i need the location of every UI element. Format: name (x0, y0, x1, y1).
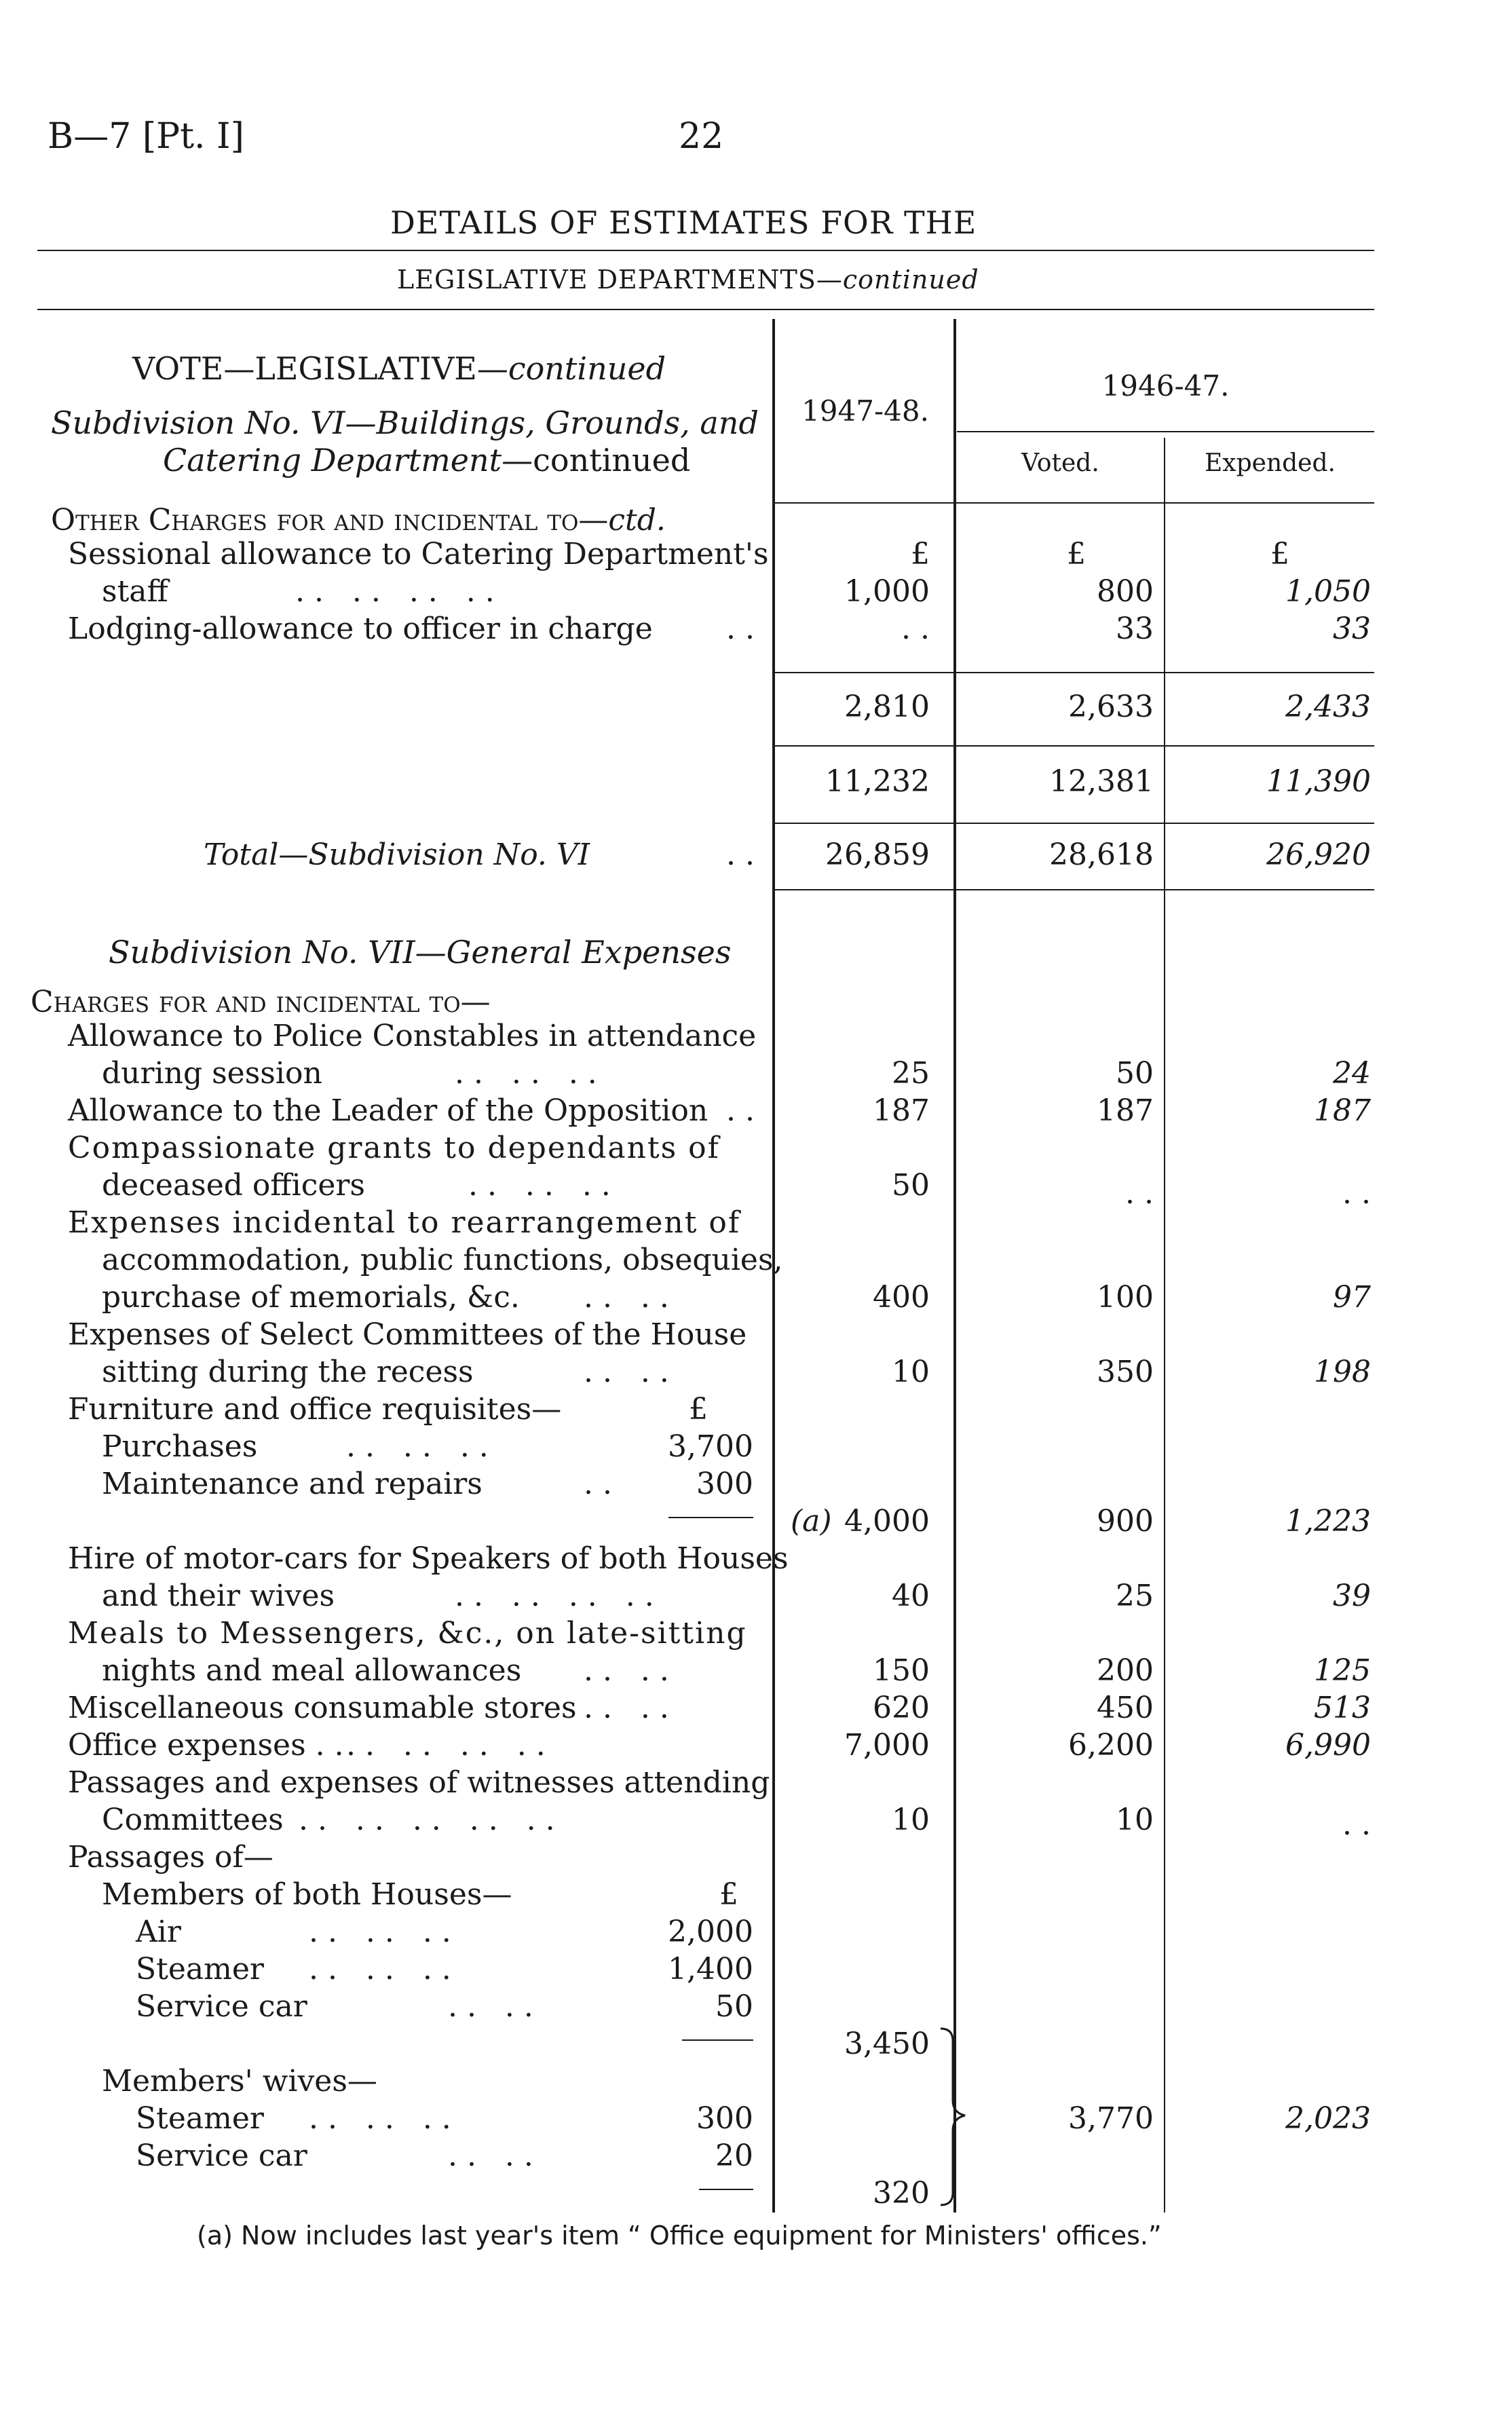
row-rearrangement-label-3: purchase of memorials, &c. (102, 1280, 520, 1315)
row-police-label-1: Allowance to Police Constables in attendance (68, 1019, 757, 1053)
row-sessional-label-2: staff (102, 574, 168, 609)
furniture-voted: 900 (1097, 1504, 1154, 1539)
row-committees-label-1: Expenses of Select Committees of the House (68, 1317, 747, 1352)
row-meals-label-1: Meals to Messengers, &c., on late-sitting (68, 1616, 747, 1651)
row-office-label: Office expenses . . (68, 1728, 344, 1763)
row-rearrangement-1947: 400 (873, 1280, 930, 1315)
subtotal-1-expended: 2,433 (1285, 690, 1371, 724)
page-number: 22 (679, 116, 724, 157)
total-rule-3 (775, 823, 1374, 824)
row-office-dots: . . . . . . . . (346, 1728, 546, 1763)
subtitle-main: LEGISLATIVE DEPARTMENTS— (397, 265, 843, 295)
total-rule-2 (775, 745, 1374, 747)
col-header-voted: Voted. (1021, 449, 1099, 477)
row-motorcars-voted: 25 (1116, 1579, 1154, 1613)
furniture-purchases-label: Purchases (102, 1429, 258, 1464)
members-air-dots: . . . . . . (309, 1915, 451, 1949)
furniture-1947: 4,000 (844, 1504, 930, 1539)
page-ref: B—7 [Pt. I] (48, 116, 244, 157)
row-compassionate-expended: . . (1342, 1176, 1371, 1211)
page-subtitle (397, 267, 979, 293)
wives-label: Members' wives— (102, 2064, 377, 2098)
row-opposition-expended: 187 (1314, 1093, 1371, 1128)
row-sessional-expended: 1,050 (1285, 574, 1371, 609)
subtitle-cont: continued (842, 265, 979, 295)
row-committees-1947: 10 (892, 1355, 930, 1389)
total-subdivision-6-expended: 26,920 (1266, 837, 1371, 872)
subdivision-7-heading: Subdivision No. VII—General Expenses (109, 934, 732, 971)
row-opposition-voted: 187 (1097, 1093, 1154, 1128)
row-witnesses-label-2: Committees (102, 1803, 284, 1837)
members-servicecar-label: Service car (136, 1989, 307, 2024)
row-lodging-1947: . . (901, 611, 930, 646)
row-police-1947: 25 (892, 1056, 930, 1091)
row-committees-dots: . . . . (584, 1355, 669, 1389)
row-rearrangement-label-1: Expenses incidental to rearrangement of (68, 1205, 741, 1240)
header-rule-2 (37, 309, 1374, 310)
row-meals-dots: . . . . (584, 1653, 669, 1688)
furniture-sum-rule (668, 1517, 753, 1518)
row-lodging-dots: . . (726, 611, 755, 646)
col-header-1947: 1947-48. (801, 394, 929, 428)
row-police-dots: . . . . . . (455, 1056, 597, 1091)
row-meals-expended: 125 (1314, 1653, 1371, 1688)
row-motorcars-label-2: and their wives (102, 1579, 335, 1613)
row-lodging-label: Lodging-allowance to officer in charge (68, 611, 653, 646)
subtotal-2-1947: 11,232 (825, 764, 930, 799)
subtotal-1-voted: 2,633 (1068, 690, 1154, 724)
row-rearrangement-expended: 97 (1333, 1280, 1371, 1315)
row-compassionate-label-2: deceased officers (102, 1168, 366, 1203)
wives-servicecar-label: Service car (136, 2139, 307, 2173)
members-pound: £ (719, 1877, 738, 1912)
row-police-voted: 50 (1116, 1056, 1154, 1091)
row-opposition-1947: 187 (873, 1093, 930, 1128)
row-sessional-dots: . . . . . . . . (295, 574, 495, 609)
col-header-expended: Expended. (1205, 449, 1336, 477)
row-witnesses-expended: . . (1342, 1807, 1371, 1842)
row-stores-expended: 513 (1314, 1691, 1371, 1725)
members-1947: 3,450 (844, 2027, 930, 2061)
row-rearrangement-label-2: accommodation, public functions, obsequies, (102, 1243, 783, 1277)
furniture-note-mark: (a) (791, 1504, 832, 1539)
members-sum-rule (682, 2039, 753, 2041)
row-motorcars-expended: 39 (1333, 1579, 1371, 1613)
row-compassionate-label-1: Compassionate grants to dependants of (68, 1131, 720, 1165)
total-rule-1 (775, 672, 1374, 673)
furniture-label: Furniture and office requisites— (68, 1392, 562, 1427)
total-subdivision-6-dots: . . (726, 837, 755, 872)
members-air-label: Air (136, 1915, 181, 1949)
wives-sum-rule (699, 2189, 753, 2190)
wives-steamer-dots: . . . . . . (309, 2101, 451, 2136)
row-witnesses-label-1: Passages and expenses of witnesses attending (68, 1765, 770, 1800)
col-rule-mid (953, 319, 956, 2213)
row-committees-expended: 198 (1314, 1355, 1371, 1389)
furniture-purchases-amount: 3,700 (668, 1429, 753, 1464)
col-rule-right (1164, 438, 1165, 2213)
row-office-expended: 6,990 (1285, 1728, 1371, 1763)
row-rearrangement-dots: . . . . (584, 1280, 669, 1315)
vote-title-main: VOTE—LEGISLATIVE— (132, 350, 508, 387)
vote-title (132, 350, 666, 387)
row-office-1947: 7,000 (844, 1728, 930, 1763)
total-subdivision-6-1947: 26,859 (825, 837, 930, 872)
members-label: Members of both Houses— (102, 1877, 512, 1912)
members-air-amount: 2,000 (668, 1915, 753, 1949)
subdivision-6-heading-2a: Catering Department— (163, 442, 533, 478)
row-meals-voted: 200 (1097, 1653, 1154, 1688)
wives-servicecar-dots: . . . . (448, 2139, 533, 2173)
col-header-1946: 1946-47. (1101, 369, 1230, 402)
row-witnesses-voted: 10 (1116, 1803, 1154, 1837)
wives-servicecar-amount: 20 (715, 2139, 753, 2173)
row-compassionate-dots: . . . . . . (468, 1168, 611, 1203)
total-subdivision-6-label: Total—Subdivision No. VI (204, 837, 590, 872)
total-rule-4 (775, 889, 1374, 890)
pound-sign-1947: £ (911, 537, 930, 571)
row-compassionate-1947: 50 (892, 1168, 930, 1203)
row-sessional-voted: 800 (1097, 574, 1154, 609)
pound-sign-expended: £ (1270, 537, 1289, 571)
row-opposition-dots: . . (726, 1093, 755, 1128)
furniture-purchases-dots: . . . . . . (346, 1429, 489, 1464)
subtotal-1-1947: 2,810 (844, 690, 930, 724)
furniture-maintenance-dots: . . (584, 1467, 612, 1501)
row-witnesses-1947: 10 (892, 1803, 930, 1837)
row-police-label-2: during session (102, 1056, 322, 1091)
subtotal-2-expended: 11,390 (1266, 764, 1371, 799)
total-subdivision-6-voted: 28,618 (1049, 837, 1154, 872)
row-motorcars-dots: . . . . . . . . (455, 1579, 654, 1613)
charges-heading: Charges for and incidental to— (31, 985, 491, 1019)
passages-label: Passages of— (68, 1840, 273, 1875)
passages-expended: 2,023 (1285, 2101, 1371, 2136)
pound-sign-voted: £ (1067, 537, 1086, 571)
members-steamer-label: Steamer (136, 1952, 264, 1987)
other-charges-heading-a: Other Charges for and incidental to— (51, 503, 609, 538)
furniture-maintenance-label: Maintenance and repairs (102, 1467, 483, 1501)
row-lodging-expended: 33 (1333, 611, 1371, 646)
members-steamer-dots: . . . . . . (309, 1952, 451, 1987)
furniture-expended: 1,223 (1285, 1504, 1371, 1539)
row-motorcars-label-1: Hire of motor-cars for Speakers of both Houses (68, 1541, 789, 1576)
row-meals-1947: 150 (873, 1653, 930, 1688)
members-servicecar-amount: 50 (715, 1989, 753, 2024)
row-rearrangement-voted: 100 (1097, 1280, 1154, 1315)
row-stores-dots: . . . . (584, 1691, 669, 1725)
furniture-pound: £ (689, 1392, 708, 1427)
row-compassionate-voted: . . (1125, 1176, 1154, 1211)
row-police-expended: 24 (1333, 1056, 1371, 1091)
wives-steamer-amount: 300 (696, 2101, 753, 2136)
other-charges-heading (51, 503, 666, 538)
subtotal-2-voted: 12,381 (1049, 764, 1154, 799)
wives-steamer-label: Steamer (136, 2101, 264, 2136)
other-charges-heading-b: ctd. (608, 503, 666, 538)
subdivision-6-heading-2 (163, 442, 691, 478)
row-office-voted: 6,200 (1068, 1728, 1154, 1763)
header-rule-1 (37, 250, 1374, 251)
row-stores-voted: 450 (1097, 1691, 1154, 1725)
row-stores-1947: 620 (873, 1691, 930, 1725)
col-header-rule (957, 431, 1374, 432)
row-stores-label: Miscellaneous consumable stores (68, 1691, 577, 1725)
row-opposition-label: Allowance to the Leader of the Opposition (68, 1093, 708, 1128)
passages-voted: 3,770 (1068, 2101, 1154, 2136)
row-committees-label-2: sitting during the recess (102, 1355, 474, 1389)
row-meals-label-2: nights and meal allowances (102, 1653, 522, 1688)
row-motorcars-1947: 40 (892, 1579, 930, 1613)
subdivision-6-heading-2b: continued (533, 442, 691, 478)
wives-1947: 320 (873, 2176, 930, 2210)
col-header-bottom-rule (775, 502, 1374, 504)
row-witnesses-dots: . . . . . . . . . . (299, 1803, 555, 1837)
footnote: (a) Now includes last year's item “ Office equipment for Ministers' offices.” (197, 2221, 1162, 2251)
row-sessional-label-1: Sessional allowance to Catering Department's (68, 537, 769, 571)
furniture-maintenance-amount: 300 (696, 1467, 753, 1501)
vote-title-cont: continued (508, 350, 666, 387)
subdivision-6-heading-1: Subdivision No. VI—Buildings, Grounds, and (51, 404, 759, 441)
members-servicecar-dots: . . . . (448, 1989, 533, 2024)
page-title: DETAILS OF ESTIMATES FOR THE (390, 204, 977, 241)
row-sessional-1947: 1,000 (844, 574, 930, 609)
members-steamer-amount: 1,400 (668, 1952, 753, 1987)
row-lodging-voted: 33 (1116, 611, 1154, 646)
row-committees-voted: 350 (1097, 1355, 1154, 1389)
